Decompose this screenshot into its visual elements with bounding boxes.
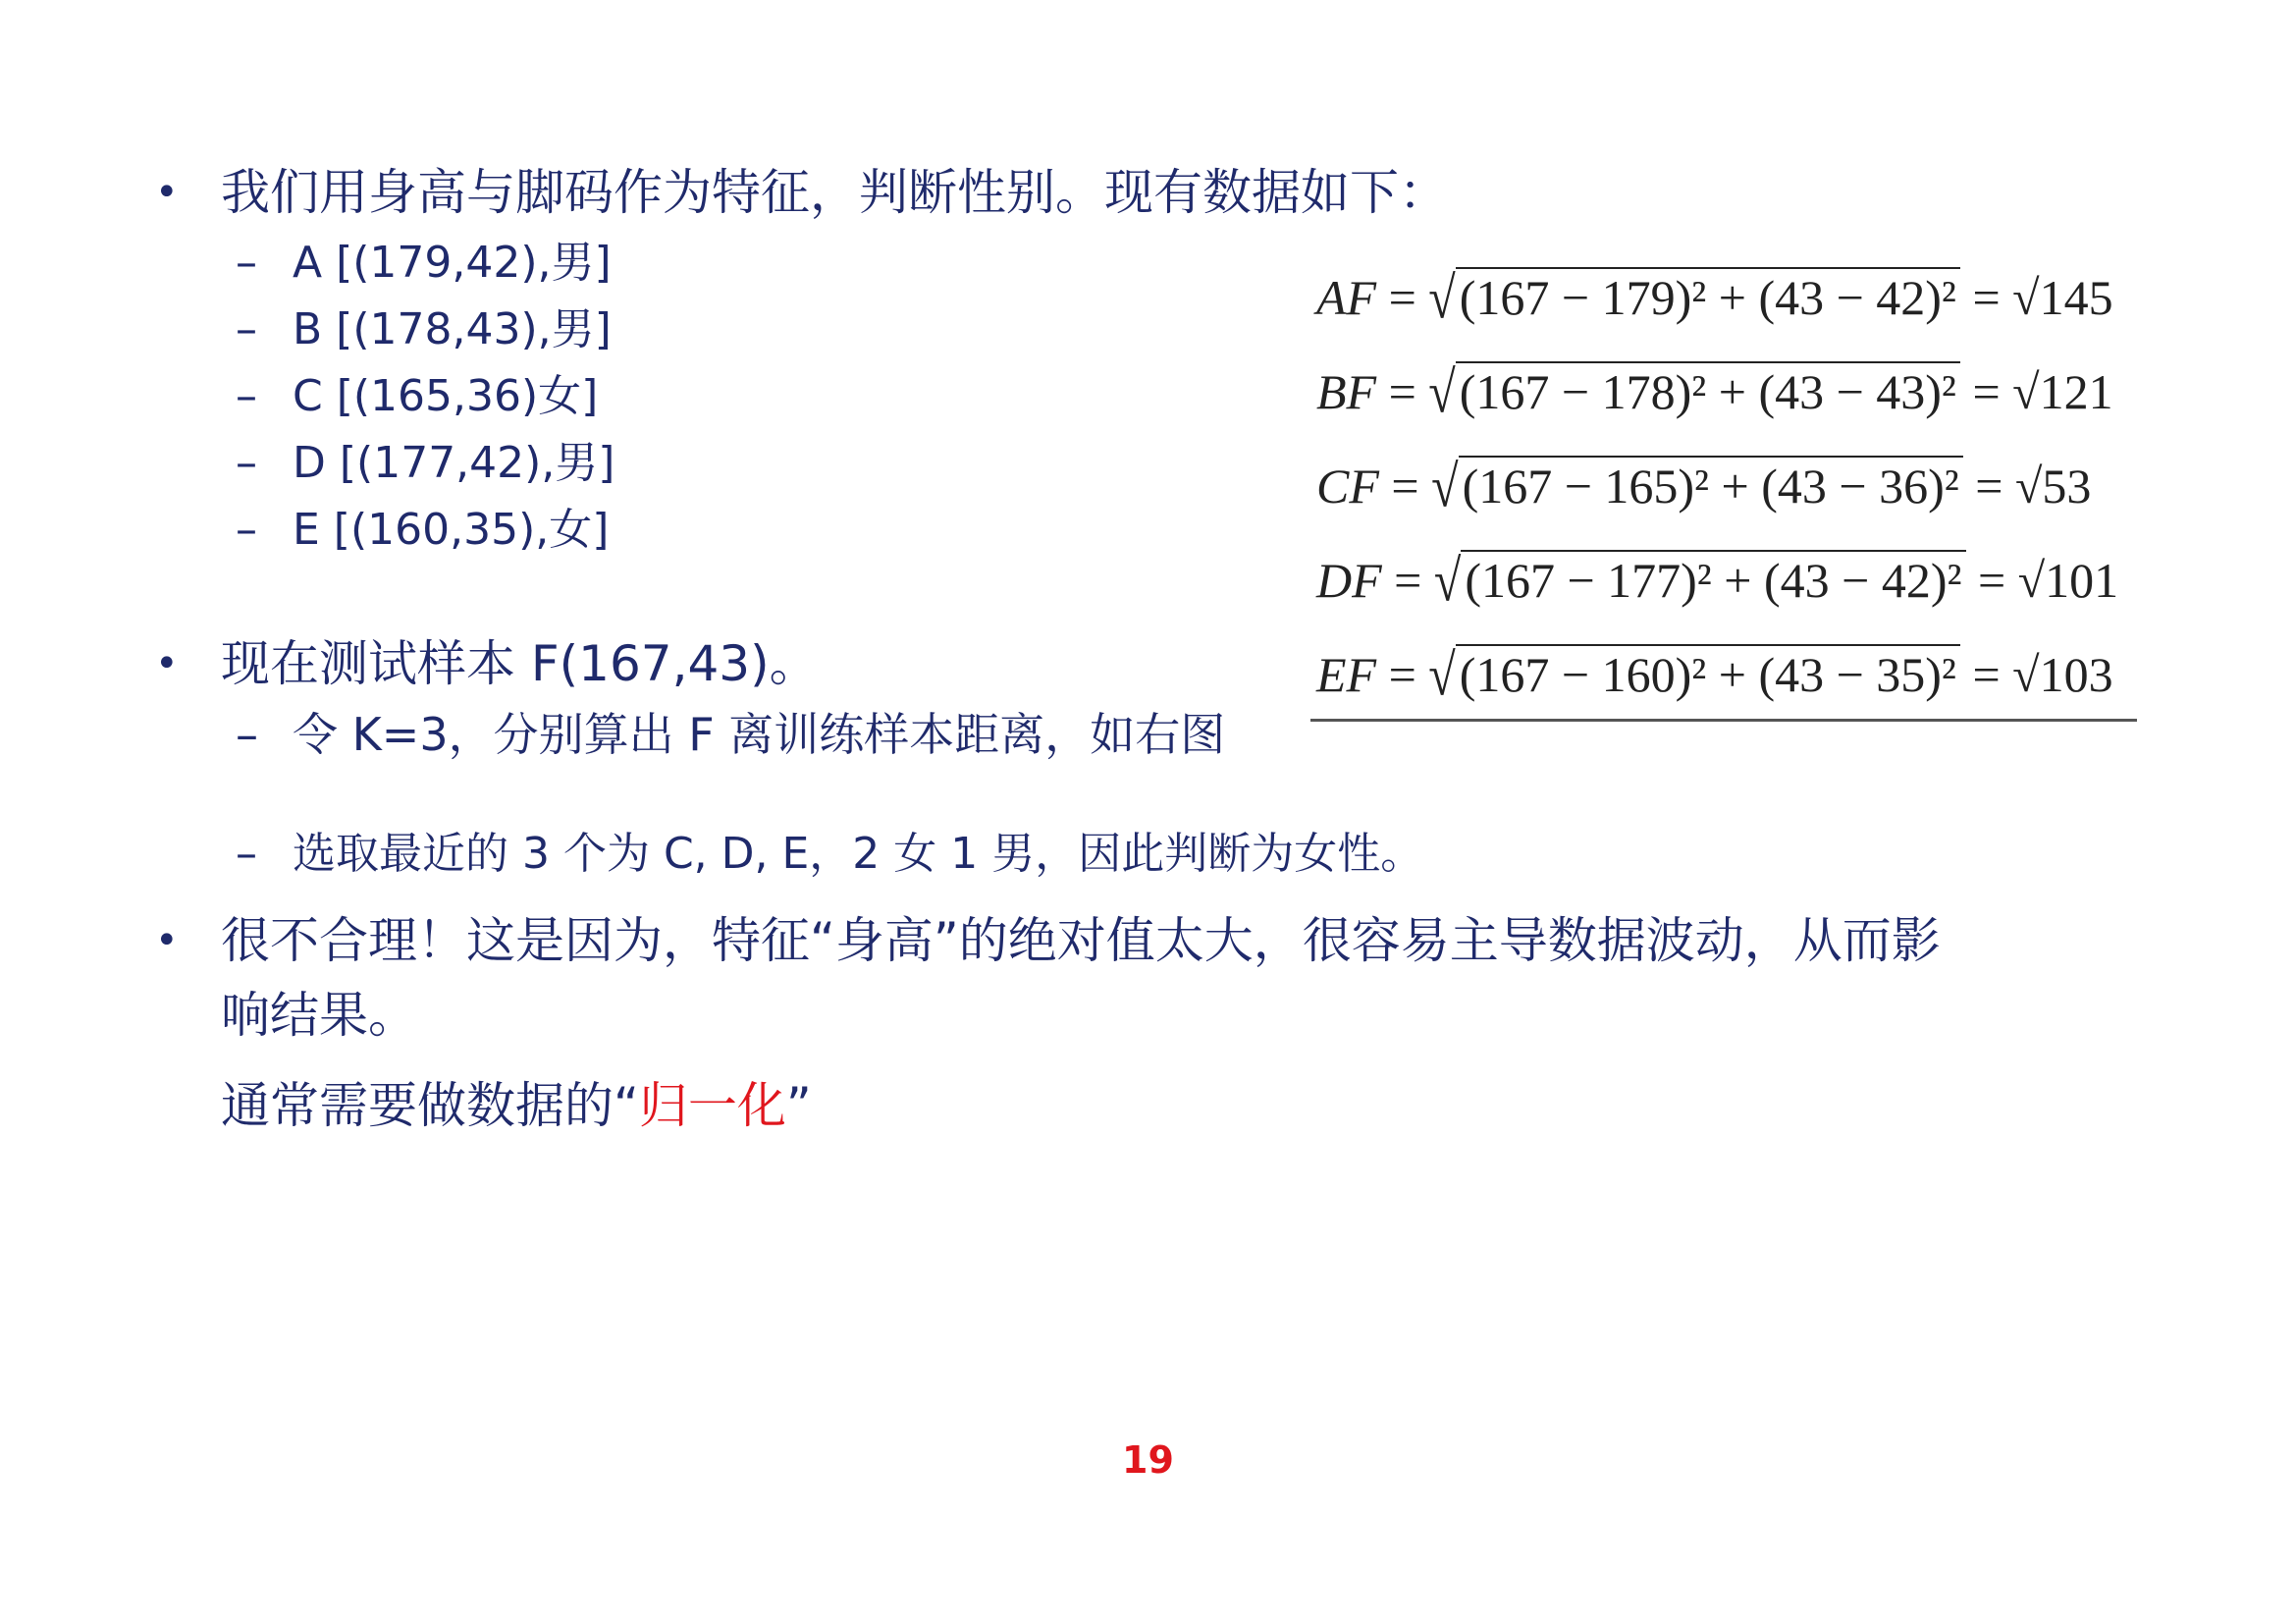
formula-radicand: (167 − 160)² + (43 − 35)²: [1456, 644, 1960, 703]
bullet-3-line-2: 响结果。: [221, 987, 417, 1044]
sample-text: D [(177,42),男]: [293, 438, 615, 488]
sample-item-e: [236, 497, 609, 564]
note-highlight: 归一化: [638, 1077, 786, 1134]
formula-radicand: (167 − 178)² + (43 − 43)²: [1456, 361, 1960, 420]
formula-radicand: (167 − 179)² + (43 − 42)²: [1456, 267, 1960, 326]
formula-result: = √121: [1972, 364, 2113, 419]
bullet-1-text: 我们用身高与脚码作为特征，判断性别。现有数据如下：: [221, 164, 1448, 221]
note-prefix: 通常需要做数据的“: [221, 1077, 639, 1134]
formula-equals: =: [1391, 459, 1419, 514]
formula-result: = √145: [1972, 270, 2113, 325]
formula-equals: =: [1388, 364, 1416, 419]
formula-equals: =: [1394, 553, 1422, 608]
sample-text: C [(165,36)女]: [293, 371, 599, 421]
page-number: 19: [1122, 1438, 1174, 1482]
sample-text: E [(160,35),女]: [293, 505, 610, 555]
sqrt-icon: √: [1431, 453, 1459, 519]
distance-formulas: [1310, 257, 2137, 722]
bullet-3-line-1: 很不合理！这是因为，特征“身高”的绝对值太大，很容易主导数据波动，从而影: [221, 912, 1941, 969]
formula-lhs: EF: [1316, 647, 1377, 702]
note-suffix: ”: [785, 1077, 812, 1134]
formula-bf: [1316, 358, 2113, 425]
dash: –: [236, 438, 257, 488]
sample-item-c: [236, 363, 598, 430]
formula-lhs: CF: [1316, 459, 1379, 514]
bullet-2-text: 现在测试样本 F(167,43)。: [221, 635, 819, 692]
sample-item-b: [236, 297, 612, 363]
bullet-mark: •: [155, 918, 179, 963]
sqrt-icon: √: [1428, 264, 1456, 331]
normalization-note: [221, 1068, 812, 1143]
sample-item-d: [236, 430, 614, 497]
formula-equals: =: [1388, 647, 1416, 702]
dash: –: [236, 829, 257, 879]
sub-selection: [236, 821, 1423, 888]
sub-selection-text: 选取最近的 3 个为 C, D, E，2 女 1 男，因此判断为女性。: [293, 829, 1424, 879]
formula-result: = √53: [1975, 459, 2092, 514]
dash: –: [236, 304, 257, 354]
dash: –: [236, 505, 257, 555]
sample-text: A [(179,42),男]: [293, 238, 612, 288]
sqrt-icon: √: [1428, 641, 1456, 708]
dash: –: [236, 371, 257, 421]
formula-lhs: AF: [1316, 270, 1377, 325]
formula-df: [1316, 547, 2119, 614]
bullet-mark: •: [155, 170, 179, 215]
formula-radicand: (167 − 177)² + (43 − 42)²: [1461, 550, 1965, 609]
formula-lhs: DF: [1316, 553, 1382, 608]
formula-af: [1316, 264, 2113, 331]
formula-cf: [1316, 453, 2092, 519]
sample-text: B [(178,43),男]: [293, 304, 612, 354]
bullet-mark: •: [155, 641, 179, 686]
sub-k-text: 令 K=3，分别算出 F 离训练样本距离，如右图: [293, 708, 1226, 761]
sample-item-a: [236, 230, 612, 297]
formula-radicand: (167 − 165)² + (43 − 36)²: [1459, 456, 1963, 514]
formula-result: = √101: [1978, 553, 2119, 608]
sqrt-icon: √: [1428, 358, 1456, 425]
formula-result: = √103: [1972, 647, 2113, 702]
dash: –: [236, 238, 257, 288]
formula-equals: =: [1388, 270, 1416, 325]
sqrt-icon: √: [1433, 547, 1462, 614]
formula-lhs: BF: [1316, 364, 1377, 419]
sub-k-instruction: [236, 701, 1225, 768]
dash: –: [236, 708, 258, 761]
formula-ef: [1316, 641, 2113, 708]
